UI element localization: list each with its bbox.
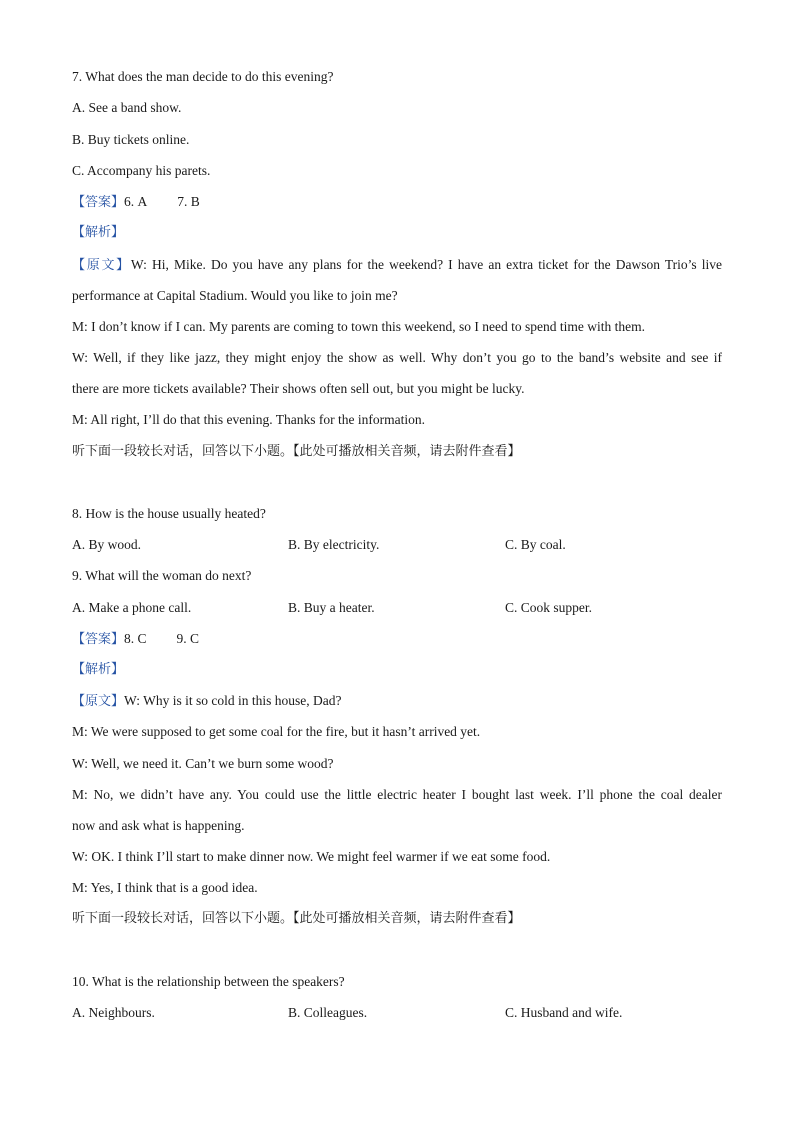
answer-tag: 【答案】 [72,632,125,647]
transcript-2-line-5: now and ask what is happening. [72,818,245,833]
transcript-2-line-3: W: Well, we need it. Can’t we burn some wood? [72,756,334,771]
listening-instruction-1: 听下面一段较长对话，回答以下小题。【此处可播放相关音频，请去附件查看】 [72,444,521,459]
answer-line-2 [72,630,722,649]
transcript-2-line-6: W: OK. I think I’ll start to make dinner now. We might feel warmer if we eat some food. [72,849,551,864]
answer-tag: 【答案】 [72,195,125,210]
listening-instruction-2: 听下面一段较长对话，回答以下小题。【此处可播放相关音频，请去附件查看】 [72,911,521,926]
answer-9: 9. C [176,631,200,646]
q10-option-b: B. Colleagues. [288,1005,368,1020]
transcript-1-line-3: M: I don’t know if I can. My parents are coming to town this weekend, so I need to spend time with them. [72,319,646,334]
transcript-1-line-1: 【原文】W: Hi, Mike. Do you have any plans for the weekend? I have an extra ticket for the Dawson Trio’s live [72,257,722,273]
q8-option-b: B. By electricity. [288,537,380,552]
transcript-tag: 【原文】 [72,694,125,709]
answer-7: 7. B [177,194,200,209]
answer-8: 8. C [124,631,147,646]
q9-option-a: A. Make a phone call. [72,600,192,615]
analysis-tag-1: 【解析】 [72,225,125,240]
q7-option-b: B. Buy tickets online. [72,132,190,147]
transcript-2-line-4: M: No, we didn’t have any. You could use the little electric heater I bought last week. I’ll phone the coal dealer [72,787,722,802]
q7-option-c: C. Accompany his parets. [72,163,211,178]
q8-option-c: C. By coal. [505,537,566,552]
q7-option-a: A. See a band show. [72,100,182,115]
question-9: 9. What will the woman do next? [72,568,252,583]
transcript-2-line-2: M: We were supposed to get some coal for the fire, but it hasn’t arrived yet. [72,724,481,739]
question-7: 7. What does the man decide to do this evening? [72,69,334,84]
question-8: 8. How is the house usually heated? [72,506,266,521]
q10-option-a: A. Neighbours. [72,1005,155,1020]
answer-line-1 [72,193,722,212]
transcript-2-line-1: 【原文】W: Why is it so cold in this house, Dad? [72,693,342,709]
question-10: 10. What is the relationship between the speakers? [72,974,345,989]
transcript-1-line-5: there are more tickets available? Their shows often sell out, but you might be lucky. [72,381,525,396]
transcript-1-line-4: W: Well, if they like jazz, they might enjoy the show as well. Why don’t you go to the band’s website and see if [72,350,722,365]
q9-option-b: B. Buy a heater. [288,600,375,615]
answer-6: 6. A [124,194,148,209]
transcript-2-line-7: M: Yes, I think that is a good idea. [72,880,258,895]
transcript-1-line-6: M: All right, I’ll do that this evening. Thanks for the information. [72,412,425,427]
q10-option-c: C. Husband and wife. [505,1005,623,1020]
transcript-1-line-2: performance at Capital Stadium. Would you like to join me? [72,288,398,303]
q9-option-c: C. Cook supper. [505,600,593,615]
q8-option-a: A. By wood. [72,537,142,552]
analysis-tag-2: 【解析】 [72,662,125,677]
transcript-tag: 【原文】 [72,258,131,273]
